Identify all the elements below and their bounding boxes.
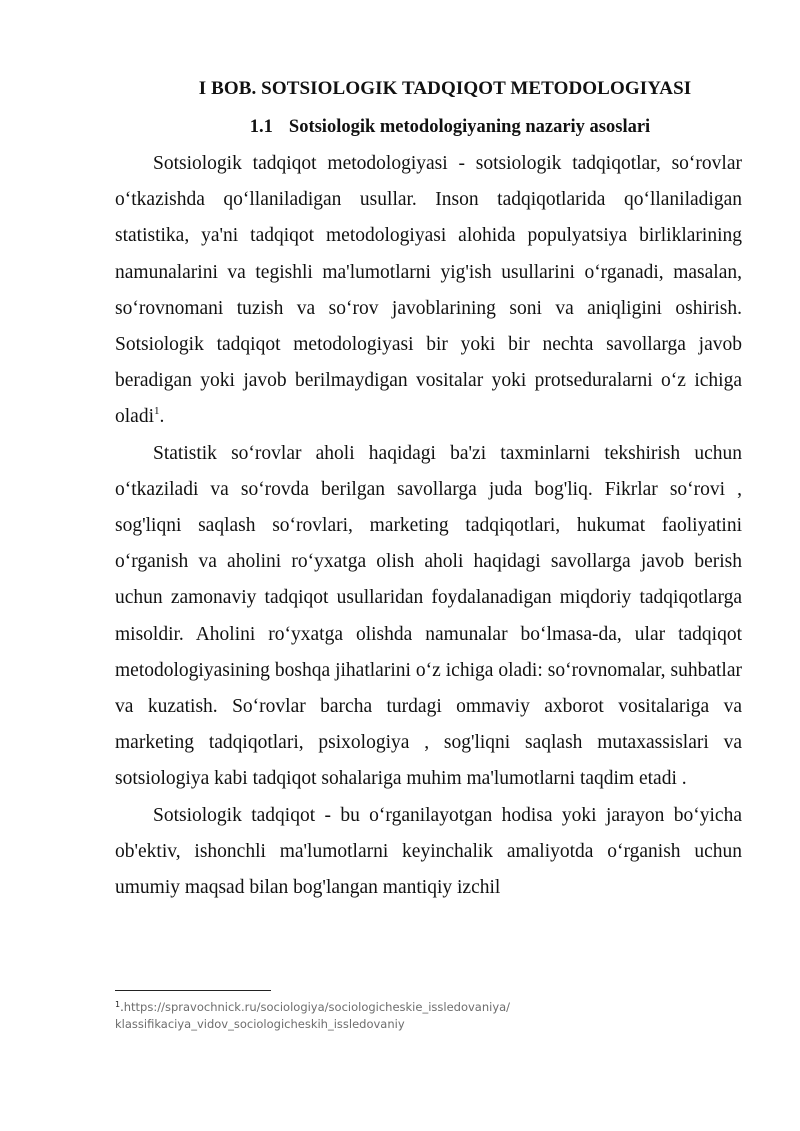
footnote-link-line-2[interactable]: klassifikaciya_vidov_sociologicheskih_issledovaniy	[115, 1017, 405, 1031]
paragraph-1-ending: .	[159, 406, 165, 428]
footnote-mark: 1	[115, 1000, 121, 1009]
footnote-mark-dot: .	[120, 1000, 124, 1014]
footnote-reference[interactable]: 1	[154, 405, 160, 418]
chapter-title: I BOB. SOTSIOLOGIK TADQIQOT METODOLOGIYASI	[198, 78, 692, 99]
paragraph-3: Sotsiologik tadqiqot - bu o‘rganilayotgan hodisa yoki jarayon bo‘yicha ob'ektiv, ishonchli ma'lumotlarni keyinchalik amaliyotda o‘rganish uchun umumiy maqsad bilan bog'langan mantiqiy izchil	[115, 804, 742, 899]
paragraph-1-text: Sotsiologik tadqiqot metodologiyasi - sotsiologik tadqiqotlar, so‘rovlar o‘tkazishda qo‘llaniladigan usullar. Inson tadqiqotlarida qo‘llaniladigan statistika, ya'ni tadqiqot metodologiyasi alohida populyatsiya birliklarining namunalarini va tegishli ma'lumotlarni yig'ish usullarini o‘rganadi, masalan, so‘rovnomani tuzish va so‘rov javoblarining soni va aniqligini oshirish. Sotsiologik tadqiqot metodologiyasi bir yoki bir nechta savollarga javob beradigan yoki javob berilmaydigan vositalar yoki protseduralarni o‘z ichiga oladi	[115, 153, 742, 428]
footnote	[115, 996, 755, 1033]
section-number: 1.1	[249, 117, 273, 137]
paragraph-1	[115, 146, 742, 436]
footnote-separator-line	[115, 990, 271, 991]
section-heading	[0, 114, 800, 140]
paragraph-2: Statistik so‘rovlar aholi haqidagi ba'zi taxminlarni tekshirish uchun o‘tkaziladi va so‘rovda berilgan savollarga juda bog'liq. Fikrlar so‘rovi , sog'liqni saqlash so‘rovlari, marketing tadqiqotlari, hukumat faoliyatini o‘rganish va aholini ro‘yxatga olish aholi haqidagi savollarga javob berish uchun zamonaviy tadqiqot usullaridan foydalanadigan miqdoriy tadqiqotlarga misoldir. Aholini ro‘yxatga olishda namunalar bo‘lmasa-da, ular tadqiqot metodologiyasining boshqa jihatlarini o‘z ichiga oladi: so‘rovnomalar, suhbatlar va kuzatish. So‘rovlar barcha turdagi ommaviy axborot vositalariga va marketing tadqiqotlari, psixologiya , sog'liqni saqlash mutaxassislari va sotsiologiya kabi tadqiqot sohalariga muhim ma'lumotlarni taqdim etadi .	[115, 442, 742, 790]
body-text	[115, 146, 742, 906]
section-title: Sotsiologik metodologiyaning nazariy asoslari	[288, 117, 651, 137]
footnote-link-line-1[interactable]: https://spravochnick.ru/sociologiya/sociologicheskie_issledovaniya/	[123, 1000, 511, 1014]
